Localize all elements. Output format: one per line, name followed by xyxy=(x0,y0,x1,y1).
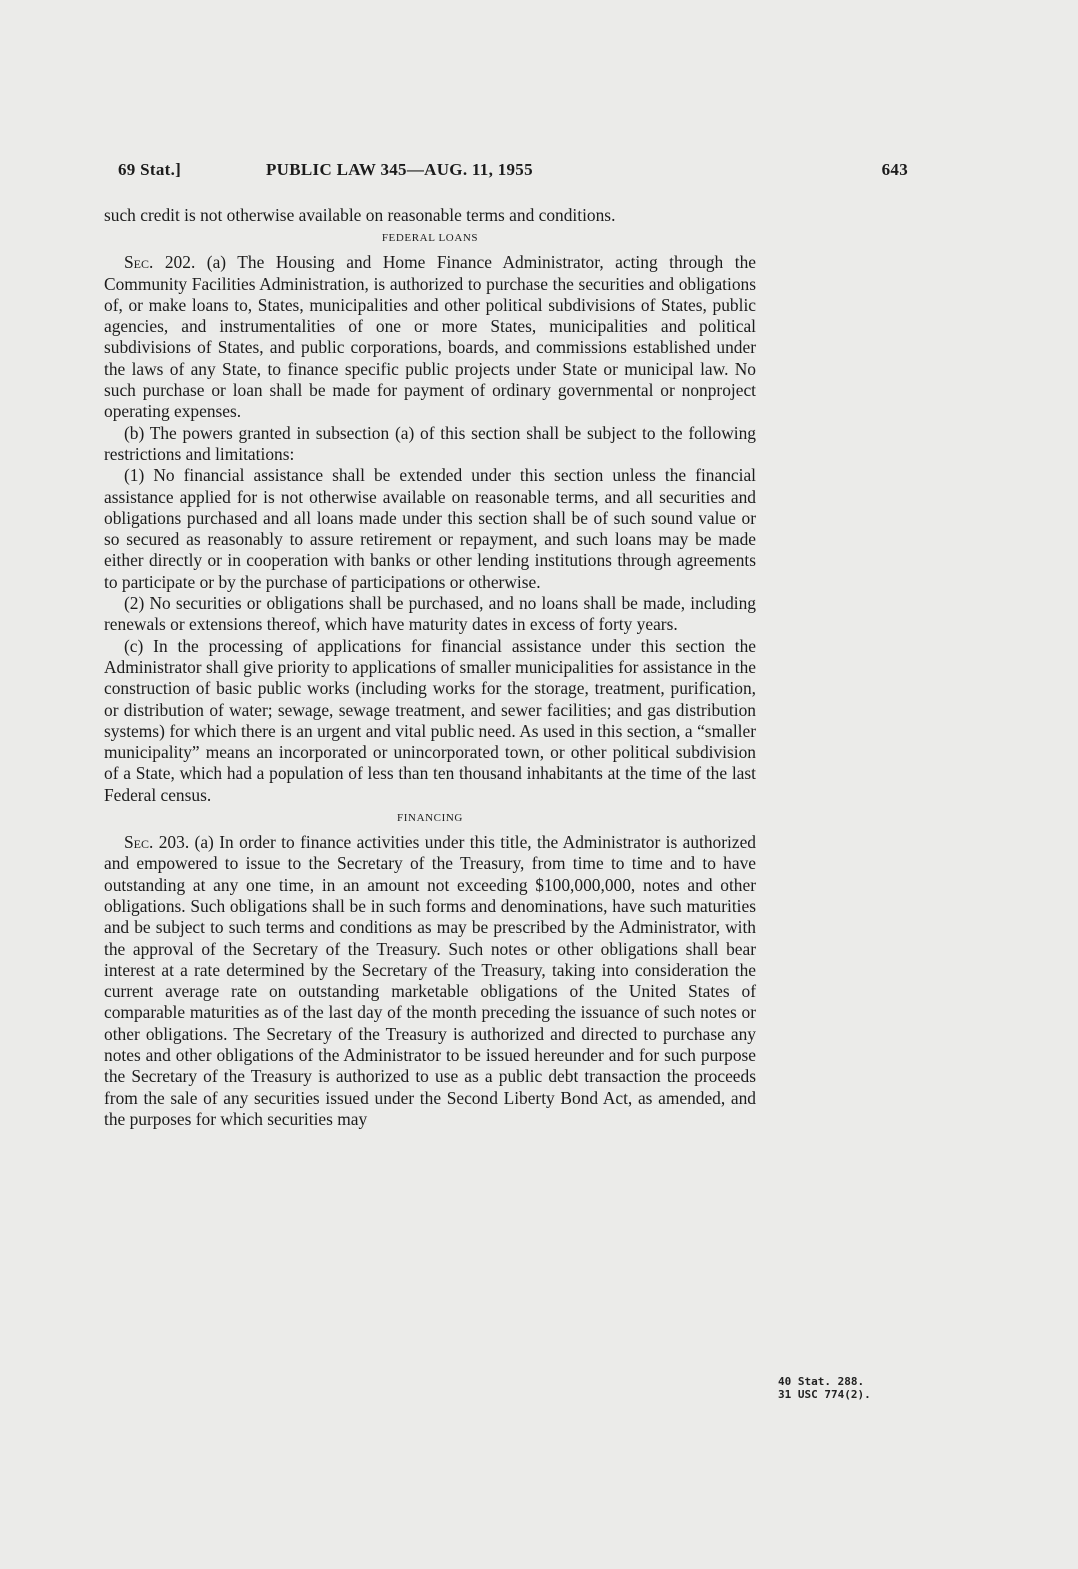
section-203-a-text: (a) In order to finance activities under this title, the Administrator is authorized and empowered to issue to the Secretary of the Treasury, from time to time and to have outstanding at any one time, in an amount not exceeding $100,000,000, notes and other obligations. Such obligations shall be in such forms and denominations, have such maturities and be subject to such terms and conditions as may be prescribed by the Administrator, with the approval of the Secretary of the Treasury. Such notes or other obligations shall bear interest at a rate determined by the Secretary of the Treasury, taking into consideration the current average rate on outstanding marketable obligations of the United States of comparable maturities as of the last day of the month preceding the issuance of such notes or other obligations. The Secretary of the Treasury is authorized and directed to purchase any notes and other obligations of the Administrator to be issued hereunder and for such purpose the Secretary of the Treasury is authorized to use as a public debt transaction the proceeds from the sale of any securities issued under the Second Liberty Bond Act, as amended, and the purposes for which securities may xyxy=(104,832,756,1129)
section-label-203: Sec. 203. xyxy=(124,832,190,853)
section-202-b-2: (2) No securities or obligations shall be purchased, and no loans shall be made, including renewals or extensions thereof, which have maturity dates in excess of forty years. xyxy=(104,593,756,635)
citation-stat: 40 Stat. 288. xyxy=(778,1375,865,1388)
section-label-202: Sec. 202. xyxy=(124,252,196,273)
section-202-c: (c) In the processing of applications for financial assistance under this section the Administrator shall give priority to applications of smaller municipalities for assistance in the construction of basic public works (including works for the storage, treatment, purification, or distribution of water; sewage, sewage treatment, and sewer facilities; and gas distribution systems) for which there is an urgent and vital public need. As used in this section, a “smaller municipality” means an incorporated or unincorporated town, or other political subdivision of a State, which had a population of less than ten thousand inhabitants at the time of the last Federal census. xyxy=(104,635,756,805)
section-203-a xyxy=(104,832,756,1130)
statute-text xyxy=(104,205,756,1130)
section-202-b: (b) The powers granted in subsection (a) of this section shall be subject to the following restrictions and limitations: xyxy=(104,422,756,464)
page-number: 643 xyxy=(881,160,908,179)
heading-federal-loans: FEDERAL LOANS xyxy=(381,232,479,245)
marginal-citation xyxy=(778,1375,871,1401)
running-header xyxy=(118,160,908,184)
citation-usc: 31 USC 774(2). xyxy=(778,1388,871,1401)
volume-reference: 69 Stat.] xyxy=(118,160,182,179)
section-202-a-text: (a) The Housing and Home Finance Administrator, acting through the Community Facilities Administration, is authorized to purchase the securities and obligations of, or make loans to, States, municipalities and other political subdivisions of States, public agencies, and instrumentalities of one or more States, municipalities and political subdivisions of States, and public corporations, boards, and commissions established under the laws of any State, to finance specific public projects under State or municipal law. No such purchase or loan shall be made for payment of ordinary governmental or nonproject operating expenses. xyxy=(104,252,756,422)
heading-financing: FINANCING xyxy=(397,812,463,825)
section-202-a xyxy=(104,252,756,422)
continued-paragraph: such credit is not otherwise available on reasonable terms and conditions. xyxy=(104,205,616,225)
law-title: PUBLIC LAW 345—AUG. 11, 1955 xyxy=(266,160,533,179)
section-202-b-1: (1) No financial assistance shall be extended under this section unless the financial assistance applied for is not otherwise available on reasonable terms, and all securities and obligations purchased and all loans made under this section shall be of such sound value or so secured as reasonably to assure retirement or repayment, and such loans may be made either directly or in cooperation with banks or other lending institutions through agreements to participate or by the purchase of participations or otherwise. xyxy=(104,465,756,592)
